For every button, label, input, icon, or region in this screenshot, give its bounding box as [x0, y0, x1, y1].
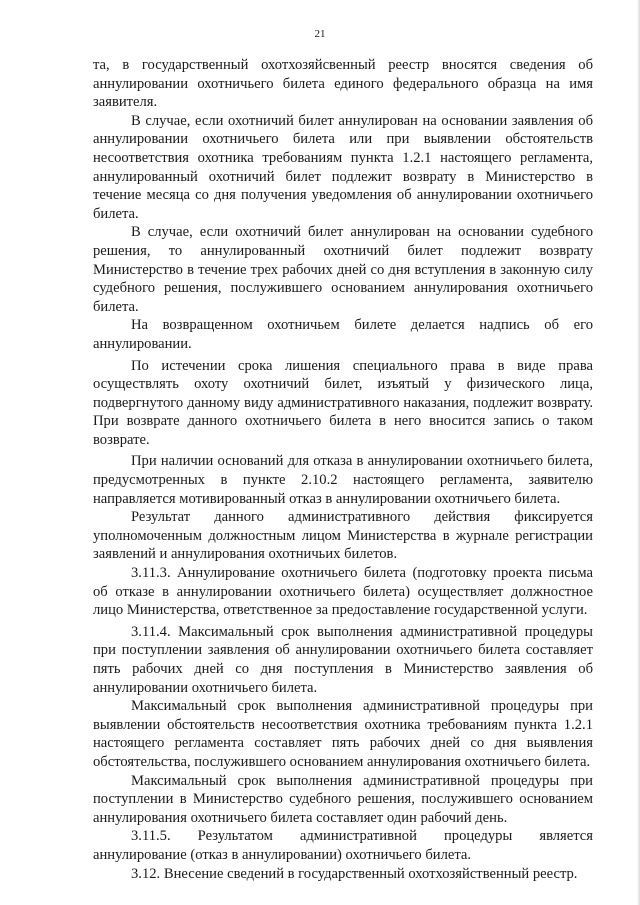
paragraph-continuation: та, в государственный охотхозяйсвенный реестр вносятся сведения об аннулировании охотничьего билета единого федерального образца на имя заявителя.: [93, 57, 593, 111]
page-number: 21: [314, 28, 326, 40]
paragraph-court-decision-return: В случае, если охотничий билет аннулирован на основании судебного решения, то аннулированный охотничий билет подлежит возврату Министерство в течение трех рабочих дней со дня вступления в законную силу судебного решения, послужившего основанием аннулирования охотничьего билета.: [93, 224, 593, 315]
paragraph-result-recording: Результат данного административного действия фиксируется уполномоченным должностным лицом Министерства в журнале регистрации заявлений и аннулирования охотничьих билетов.: [93, 509, 593, 563]
paragraph-3-11-4: 3.11.4. Максимальный срок выполнения административной процедуры при поступлении заявления об аннулировании охотничьего билета составляет пять рабочих дней со дня поступления в Министерство заявления об аннулировании охотничьего билета.: [93, 623, 593, 696]
paragraph-return-after-deprivation: По истечении срока лишения специального права в виде права осуществлять охоту охотничий билет, изъятый у физического лица, подвергнутого данному виду административного наказания, подлежит возврату. При возврате данного охотничьего билета в него вносится запись о таком возврате.: [93, 357, 593, 448]
paragraph-return-after-annulment: В случае, если охотничий билет аннулирован на основании заявления об аннулировании охотничьего билета или при выявлении обстоятельств несоответствия охотника требованиям пункта 1.2.1 настоящего регламента, аннулированный охотничий билет подлежит возврату в Министерство в течение месяца со дня получения уведомления об аннулировании охотничьего билета.: [93, 112, 593, 222]
paragraph-3-11-5: 3.11.5. Результатом административной процедуры является аннулирование (отказ в аннулировании) охотничьего билета.: [93, 828, 593, 863]
paragraph-refusal-grounds: При наличии оснований для отказа в аннулировании охотничьего билета, предусмотренных в пункте 2.10.2 настоящего регламента, заявителю направляется мотивированный отказ в аннулировании охотничьего билета.: [93, 453, 593, 507]
body-text: [93, 56, 593, 883]
paragraph-annulment-mark: На возвращенном охотничьем билете делается надпись об его аннулировании.: [93, 317, 593, 352]
paragraph-3-11-3: 3.11.3. Аннулирование охотничьего билета (подготовку проекта письма об отказе в аннулировании охотничьего билета) осуществляет должностное лицо Министерства, ответственное за предоставление государственной услуги.: [93, 565, 593, 619]
paragraph-term-court-decision: Максимальный срок выполнения административной процедуры при поступлении в Министерство судебного решения, послужившего основанием аннулирования охотничьего билета составляет один рабочий день.: [93, 772, 593, 826]
paragraph-3-12-heading: 3.12. Внесение сведений в государственный охотхозяйственный реестр.: [131, 865, 578, 882]
paragraph-term-circumstances: Максимальный срок выполнения административной процедуры при выявлении обстоятельств несоответствия охотника требованиям пункта 1.2.1 настоящего регламента составляет пять рабочих дней со дня выявления обстоятельства, послужившего основанием аннулирования охотничьего билета.: [93, 698, 593, 770]
